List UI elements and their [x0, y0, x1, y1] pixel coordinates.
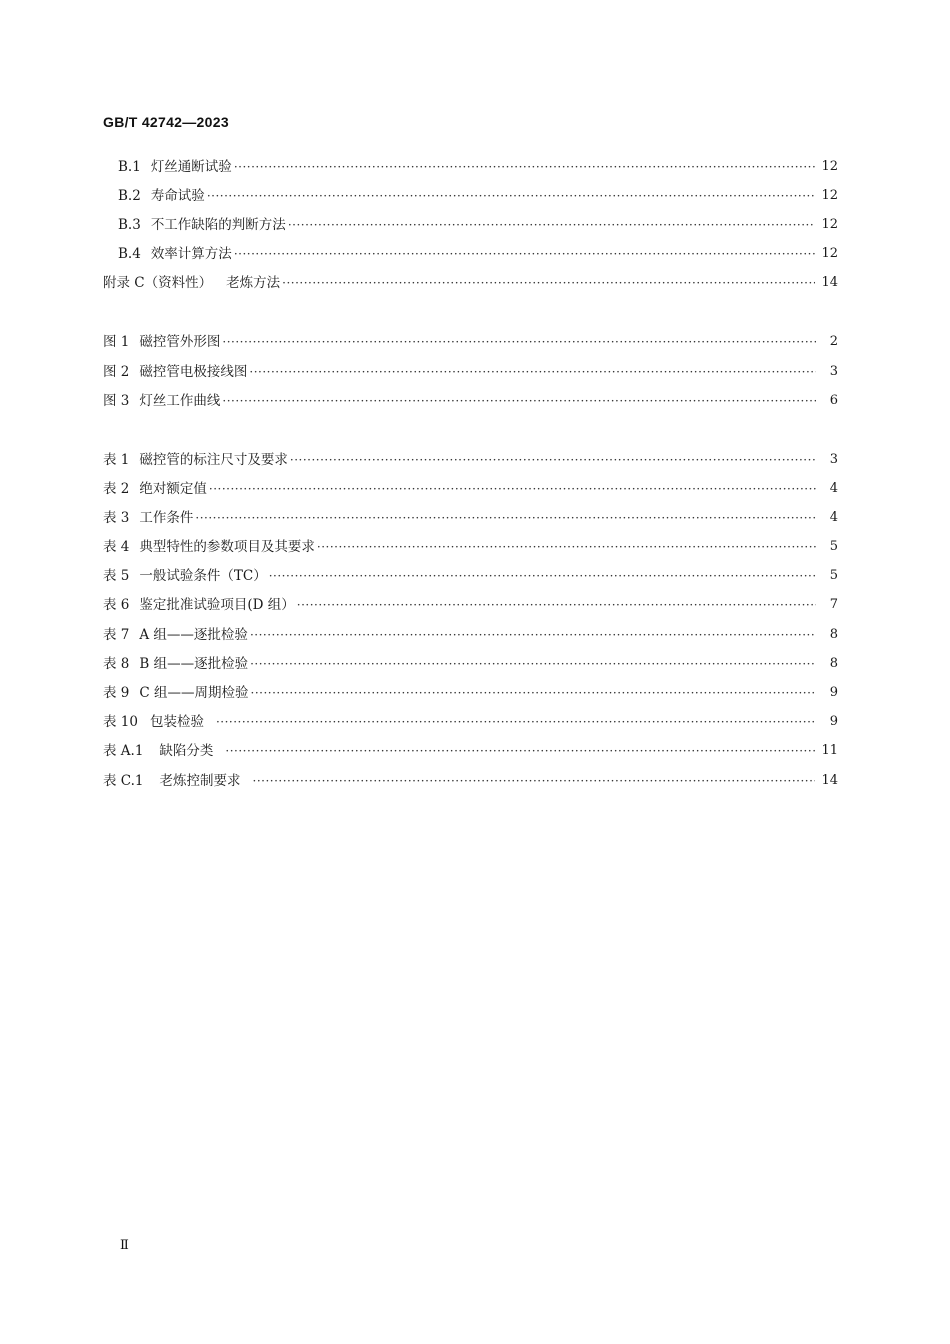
toc-entry[interactable] — [103, 537, 838, 557]
toc-entry-title: 工作条件 — [139, 510, 194, 526]
toc-entry-page: 4 — [829, 510, 838, 525]
toc-entry-title: 老炼方法 — [226, 275, 281, 291]
toc-leader-dots — [288, 215, 816, 235]
toc-entry-number: B.4 — [118, 246, 141, 262]
toc-entry[interactable] — [103, 332, 838, 352]
toc-entry-number: B.3 — [118, 217, 141, 233]
toc-entry-page: 2 — [829, 334, 838, 349]
toc-leader-dots — [269, 566, 816, 586]
toc-entry-title: 磁控管电极接线图 — [139, 364, 248, 380]
toc-entry-title: 包装检验 — [149, 714, 204, 730]
toc-entry-number: B.1 — [118, 159, 141, 175]
toc-entry[interactable] — [103, 625, 838, 645]
toc-leader-dots — [290, 450, 816, 470]
toc-entry-number: 表 6 — [103, 597, 130, 613]
toc-entry-number: 表 A.1 — [103, 743, 144, 759]
toc-entry-title: 一般试验条件（TC） — [139, 568, 267, 584]
toc-entry-page: 14 — [821, 773, 838, 788]
toc-entry[interactable] — [103, 450, 838, 470]
toc-entry-number: 表 3 — [103, 510, 130, 526]
toc-entry[interactable] — [118, 157, 838, 177]
toc-entry-title: 灯丝通断试验 — [150, 159, 232, 175]
toc-entry-number: 表 7 — [103, 627, 130, 643]
toc-leader-dots — [282, 273, 815, 293]
toc-entry-page: 7 — [829, 597, 838, 612]
toc-entry[interactable] — [118, 186, 838, 206]
page-number: Ⅱ — [120, 1238, 129, 1253]
toc-entry-page: 12 — [821, 246, 838, 261]
toc-entry-page: 9 — [829, 714, 838, 729]
toc-entry-page: 8 — [829, 627, 838, 642]
document-header: GB/T 42742—2023 — [103, 114, 229, 130]
toc-entry-page: 14 — [821, 275, 838, 290]
toc-entry-page: 3 — [829, 452, 838, 467]
toc-entry-page: 6 — [829, 393, 838, 408]
toc-entry-number: 表 C.1 — [103, 773, 144, 789]
toc-entry-title: 缺陷分类 — [159, 743, 214, 759]
toc-entry-title: 绝对额定值 — [139, 481, 207, 497]
toc-entry-title: 磁控管的标注尺寸及要求 — [139, 452, 288, 468]
toc-leader-dots — [222, 391, 816, 411]
toc-entry[interactable] — [103, 683, 838, 703]
toc-leader-dots — [317, 537, 816, 557]
toc-entry-page: 12 — [821, 217, 838, 232]
toc-entry-title: C 组——周期检验 — [139, 685, 249, 701]
toc-leader-dots — [207, 186, 816, 206]
toc-entry-number: 图 1 — [103, 334, 130, 350]
toc-entry-number: 附录 C（资料性） — [103, 275, 213, 291]
toc-entry[interactable] — [103, 479, 838, 499]
toc-entry-page: 12 — [821, 159, 838, 174]
toc-entry[interactable] — [103, 712, 838, 732]
toc-entry[interactable] — [118, 244, 838, 264]
toc-entry-page: 3 — [829, 364, 838, 379]
toc-leader-dots — [297, 595, 816, 615]
toc-entry-number: 图 3 — [103, 393, 130, 409]
toc-entry-title: 不工作缺陷的判断方法 — [150, 217, 286, 233]
toc-entry-title: 鉴定批准试验项目(D 组） — [139, 597, 295, 613]
toc-entry-page: 8 — [829, 656, 838, 671]
toc-entry-page: 11 — [821, 743, 838, 758]
toc-entry-title: 寿命试验 — [150, 188, 205, 204]
toc-leader-dots — [250, 654, 816, 674]
toc-leader-dots — [222, 332, 816, 352]
toc-entry-page: 4 — [829, 481, 838, 496]
toc-entry-number: 表 8 — [103, 656, 130, 672]
toc-leader-dots — [253, 771, 816, 791]
toc-entry-number: 表 5 — [103, 568, 130, 584]
toc-entry-title: 磁控管外形图 — [139, 334, 221, 350]
toc-entry-title: A 组——逐批检验 — [139, 627, 248, 643]
toc-entry-title: 效率计算方法 — [150, 246, 232, 262]
toc-entry-page: 12 — [821, 188, 838, 203]
toc-entry[interactable] — [103, 741, 838, 761]
toc-entry-page: 5 — [829, 568, 838, 583]
toc-entry-title: 老炼控制要求 — [159, 773, 241, 789]
toc-entry[interactable] — [103, 654, 838, 674]
toc-leader-dots — [195, 508, 816, 528]
toc-entry-number: 表 4 — [103, 539, 130, 555]
toc-entry[interactable] — [103, 508, 838, 528]
toc-entry[interactable] — [118, 215, 838, 235]
toc-entry-number: 表 10 — [103, 714, 138, 730]
toc-leader-dots — [234, 157, 816, 177]
toc-entry[interactable] — [103, 771, 838, 791]
toc-entry[interactable] — [103, 273, 838, 293]
toc-leader-dots — [251, 683, 816, 703]
toc-entry-number: 表 2 — [103, 481, 130, 497]
toc-leader-dots — [250, 625, 816, 645]
toc-entry-number: 表 1 — [103, 452, 130, 468]
toc-leader-dots — [209, 479, 816, 499]
toc-entry-title: 灯丝工作曲线 — [139, 393, 221, 409]
toc-entry[interactable] — [103, 391, 838, 411]
toc-leader-dots — [234, 244, 816, 264]
toc-entry-page: 5 — [829, 539, 838, 554]
toc-entry-page: 9 — [829, 685, 838, 700]
toc-entry-number: 图 2 — [103, 364, 130, 380]
toc-entry-title: B 组——逐批检验 — [139, 656, 249, 672]
toc-entry[interactable] — [103, 595, 838, 615]
toc-entry-title: 典型特性的参数项目及其要求 — [139, 539, 315, 555]
toc-entry[interactable] — [103, 566, 838, 586]
toc-entry-number: B.2 — [118, 188, 141, 204]
toc-entry-number: 表 9 — [103, 685, 130, 701]
toc-leader-dots — [216, 712, 816, 732]
toc-leader-dots — [225, 741, 815, 761]
toc-entry[interactable] — [103, 362, 838, 382]
toc-leader-dots — [249, 362, 816, 382]
